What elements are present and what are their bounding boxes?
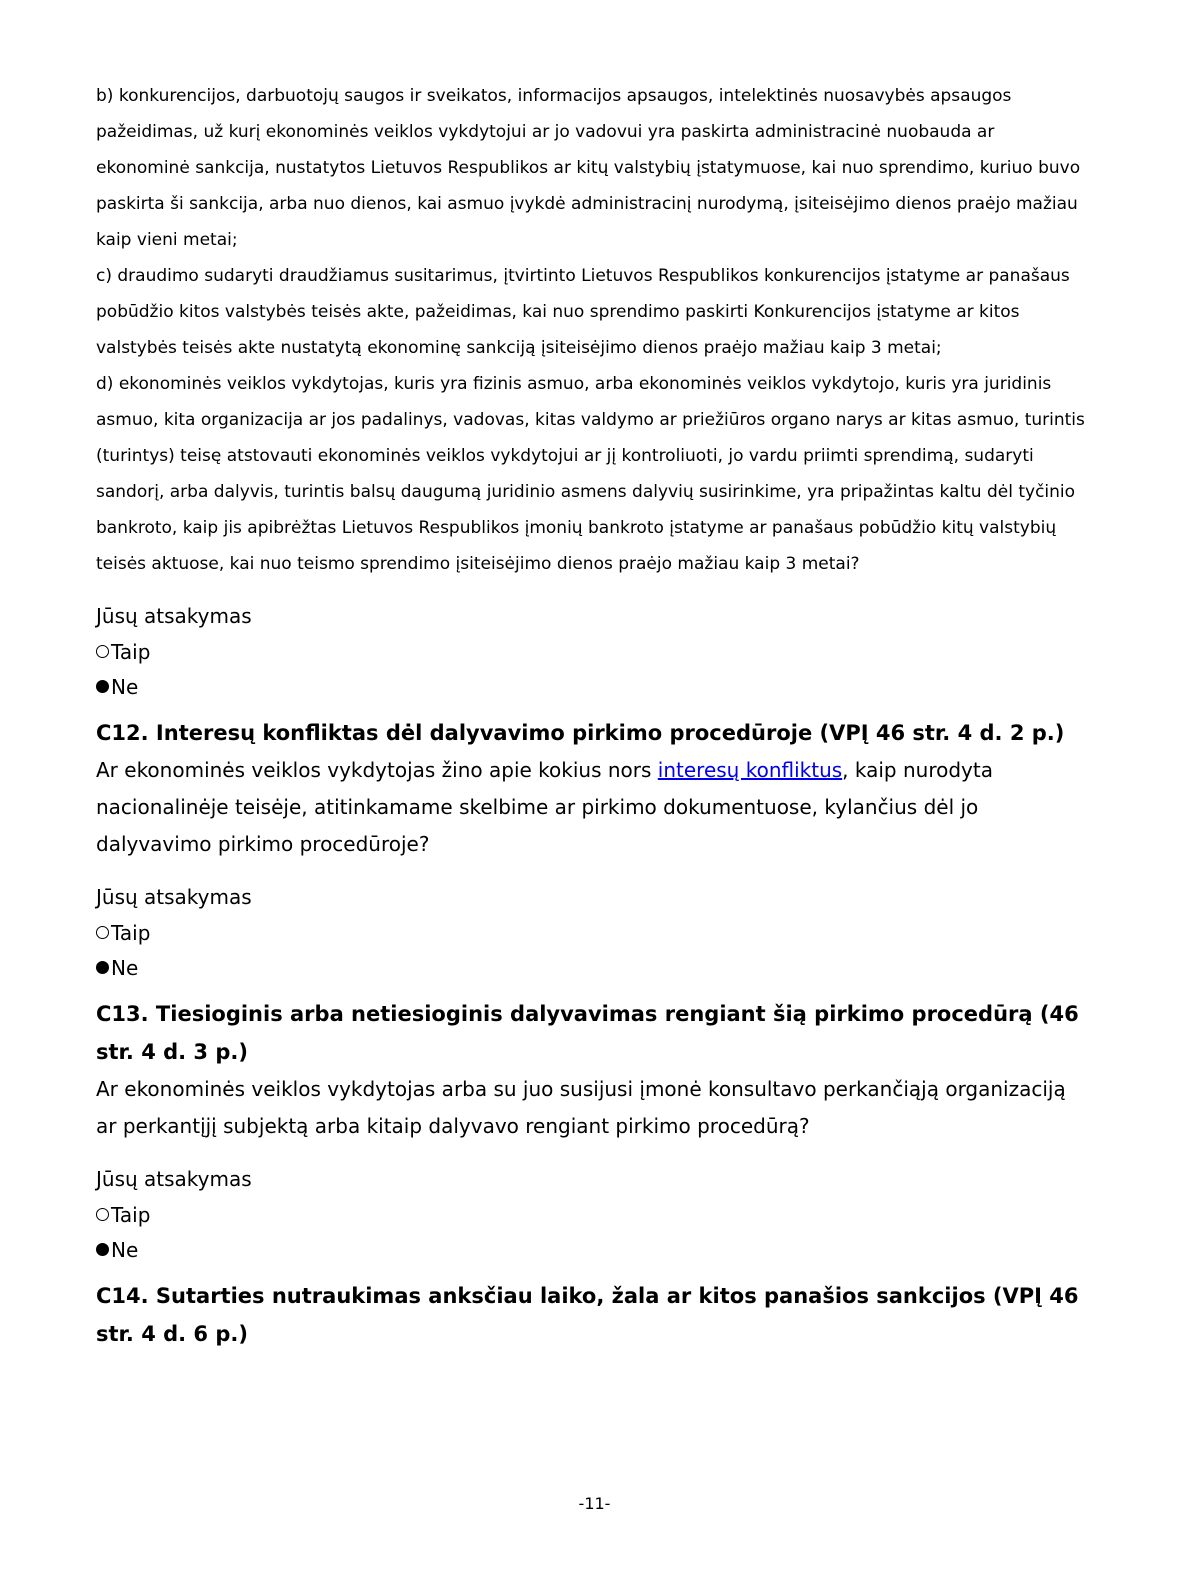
radio-unselected-icon: [96, 926, 109, 939]
radio-label-ne: Ne: [111, 674, 139, 699]
radio-selected-icon: [96, 680, 109, 693]
radio-option-taip[interactable]: [96, 634, 1085, 669]
radio-label-taip: Taip: [111, 1202, 151, 1227]
answer-block-c13: [96, 1161, 1085, 1267]
radio-selected-icon: [96, 961, 109, 974]
radio-label-taip: Taip: [111, 639, 151, 664]
question-c12-body: [96, 752, 1085, 863]
answer-label: Jūsų atsakymas: [96, 604, 252, 628]
radio-option-ne[interactable]: [96, 950, 1085, 985]
clause-b: b) konkurencijos, darbuotojų saugos ir sveikatos, informacijos apsaugos, intelektinės nuosavybės apsaugos pažeidimas, už kurį ekonominės veiklos vykdytojui ar jo vadovui yra paskirta administracinė nuobauda ar ekonominė sankcija, nustatytos Lietuvos Respublikos ar kitų valstybių įstatymuose, kai nuo sprendimo, kuriuo buvo paskirta ši sankcija, arba nuo dienos, kai asmuo įvykdė administracinį nurodymą, įsiteisėjimo dienos praėjo mažiau kaip vieni metai;: [96, 86, 1081, 250]
clauses-block: [96, 78, 1085, 582]
clause-c: c) draudimo sudaryti draudžiamus susitarimus, įtvirtinto Lietuvos Respublikos konkurencijos įstatyme ar panašaus pobūdžio kitos valstybės teisės akte, pažeidimas, kai nuo sprendimo paskirti Konkurencijos įstatyme ar kitos valstybės teisės akte nustatytą ekonominę sankciją įsiteisėjimo dienos praėjo mažiau kaip 3 metai;: [96, 266, 1070, 358]
answer-block-c11: [96, 598, 1085, 704]
radio-unselected-icon: [96, 1208, 109, 1221]
question-c13-title: C13. Tiesioginis arba netiesioginis dalyvavimas rengiant šią pirkimo procedūrą (46 str. 4 d. 3 p.): [96, 1002, 1079, 1064]
radio-selected-icon: [96, 1243, 109, 1256]
answer-label: Jūsų atsakymas: [96, 885, 252, 909]
radio-label-taip: Taip: [111, 920, 151, 945]
radio-label-ne: Ne: [111, 955, 139, 980]
page-number: -11-: [578, 1494, 611, 1513]
radio-option-ne[interactable]: [96, 669, 1085, 704]
radio-option-taip[interactable]: [96, 1197, 1085, 1232]
answer-label: Jūsų atsakymas: [96, 1167, 252, 1191]
c12-body-pre-link: Ar ekonominės veiklos vykdytojas žino apie kokius nors: [96, 758, 658, 782]
question-c14-title: C14. Sutarties nutraukimas anksčiau laiko, žala ar kitos panašios sankcijos (VPĮ 46 str. 4 d. 6 p.): [96, 1284, 1079, 1346]
radio-option-ne[interactable]: [96, 1232, 1085, 1267]
radio-option-taip[interactable]: [96, 915, 1085, 950]
radio-unselected-icon: [96, 645, 109, 658]
question-c12-title: C12. Interesų konfliktas dėl dalyvavimo pirkimo procedūroje (VPĮ 46 str. 4 d. 2 p.): [96, 721, 1065, 745]
question-c13-body: Ar ekonominės veiklos vykdytojas arba su juo susijusi įmonė konsultavo perkančiąją organizaciją ar perkantįjį subjektą arba kitaip dalyvavo rengiant pirkimo procedūrą?: [96, 1077, 1066, 1138]
radio-label-ne: Ne: [111, 1237, 139, 1262]
clause-d: d) ekonominės veiklos vykdytojas, kuris yra fizinis asmuo, arba ekonominės veiklos vykdytojo, kuris yra juridinis asmuo, kita organizacija ar jos padalinys, vadovas, kitas valdymo ar priežiūros organo narys ar kitas asmuo, turintis (turintys) teisę atstovauti ekonominės veiklos vykdytojui ar jį kontroliuoti, jo vardu priimti sprendimą, sudaryti sandorį, arba dalyvis, turintis balsų daugumą juridinio asmens dalyvių susirinkime, yra pripažintas kaltu dėl tyčinio bankroto, kaip jis apibrėžtas Lietuvos Respublikos įmonių bankroto įstatyme ar panašaus pobūdžio kitų valstybių teisės aktuose, kai nuo teismo sprendimo įsiteisėjimo dienos praėjo mažiau kaip 3 metai?: [96, 374, 1085, 574]
c12-body-post-link: , kaip nurodyta nacionalinėje teisėje, atitinkamame skelbime ar pirkimo dokumentuose, kylančius dėl jo dalyvavimo pirkimo procedūroje?: [96, 758, 993, 856]
interest-conflicts-link[interactable]: interesų konfliktus: [657, 758, 843, 782]
answer-block-c12: [96, 879, 1085, 985]
